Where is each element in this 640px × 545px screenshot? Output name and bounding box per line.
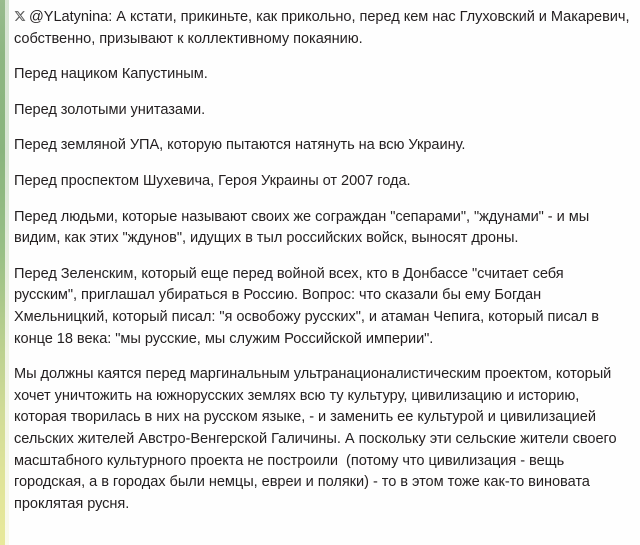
post-paragraph-text: А кстати, прикиньте, как прикольно, перед кем нас Глуховский и Макаревич, собственно, призывают к коллективному покаянию.: [14, 9, 634, 47]
post-paragraph: Перед золотыми унитазами.: [14, 101, 206, 118]
post-paragraph: Перед нациком Капустиным.: [14, 66, 208, 83]
post-text-body: [14, 7, 634, 515]
post-paragraph: Перед проспектом Шухевича, Героя Украины от 2007 года.: [14, 172, 411, 189]
x-twitter-logo-icon: [14, 10, 26, 22]
post-paragraph-intro: [14, 7, 634, 50]
post-paragraph: Перед людьми, которые называют своих же сограждан "сепарами", "ждунами" - и мы видим, как этих "ждунов", идущих в тыл российских войск, выносят дроны.: [14, 208, 594, 247]
post-paragraph: Перед Зеленским, который еще перед войной всех, кто в Донбассе "считает себя русским", приглашал убираться в Россию. Вопрос: что сказали бы ему Богдан Хмельницкий, который писал: "я освобожу русских", и атаман Чепига, который писал в конце 18 века: "мы русские, мы служим Российской империи".: [14, 265, 603, 347]
left-accent-bar-fade: [5, 0, 9, 545]
post-author-handle[interactable]: @YLatynina:: [29, 9, 113, 25]
post-paragraph: Мы должны каятся перед маргинальным ультранационалистическим проектом, который хочет уничтожить на южнорусских землях всю ту культуру, цивилизацию и историю, которая творилась в них на русском языке, - и заменить ее культурой и цивилизацией сельских жителей Австро-Венгерской Галичины. А поскольку эти сельские жители своего масштабного культурного проекта не построили (потому что цивилизация - вещь городская, а в городах были немцы, евреи и поляки) - то в этом тоже как-то виновата проклятая русня.: [14, 366, 621, 512]
post-paragraph: Перед земляной УПА, которую пытаются натянуть на всю Украину.: [14, 137, 466, 154]
